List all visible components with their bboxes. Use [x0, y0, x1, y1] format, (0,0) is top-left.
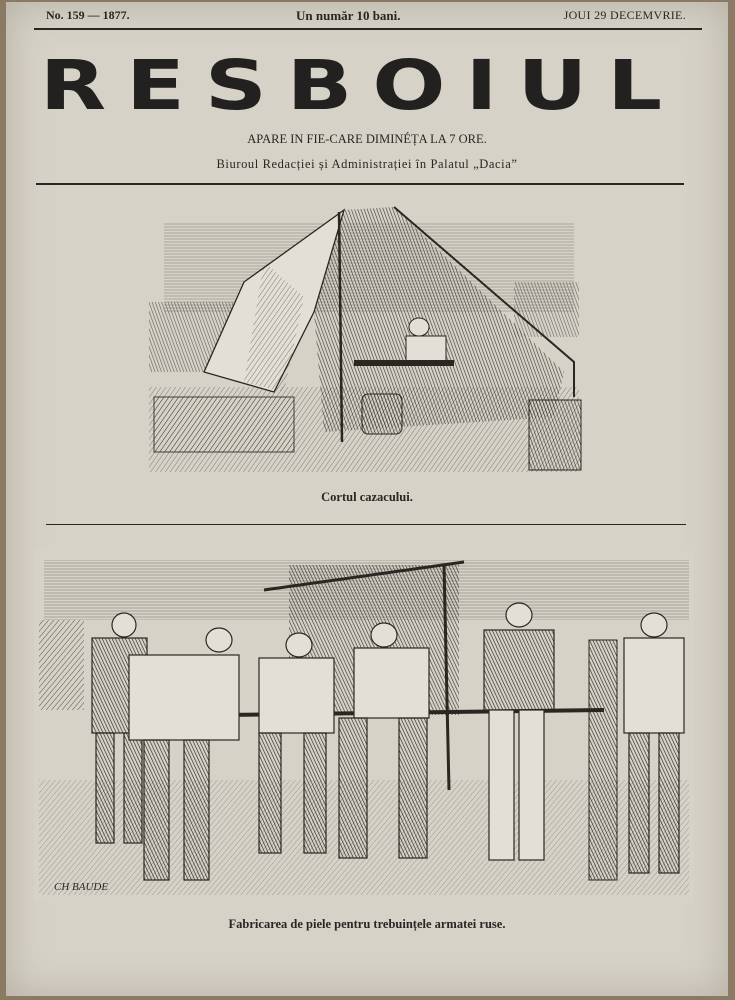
artist-signature: CH BAUDE: [54, 881, 109, 893]
issue-date: JOUI 29 DECEMVRIE.: [563, 8, 686, 22]
masthead-top-rule: [34, 28, 702, 30]
illustration-caption-tent: Cortul cazacului.: [321, 490, 413, 504]
section-divider: [46, 524, 686, 525]
office-address: Biuroul Redacției și Administrației în Palatul „Dacia”: [216, 157, 518, 171]
issue-number: No. 159 — 1877.: [46, 8, 130, 22]
newspaper-page: [6, 2, 728, 996]
leather-making-engraving: [34, 550, 694, 902]
newspaper-title: RESBOIUL: [39, 46, 683, 126]
cossack-tent-engraving: [144, 202, 582, 477]
publication-schedule: APARE IN FIE-CARE DIMINÉȚA LA 7 ORE.: [247, 132, 487, 146]
issue-price: Un număr 10 bani.: [296, 8, 401, 23]
masthead-bottom-rule: [36, 183, 684, 185]
illustration-caption-leather: Fabricarea de piele pentru trebuințele armatei ruse.: [228, 917, 506, 931]
masthead-top-line: [46, 8, 686, 28]
